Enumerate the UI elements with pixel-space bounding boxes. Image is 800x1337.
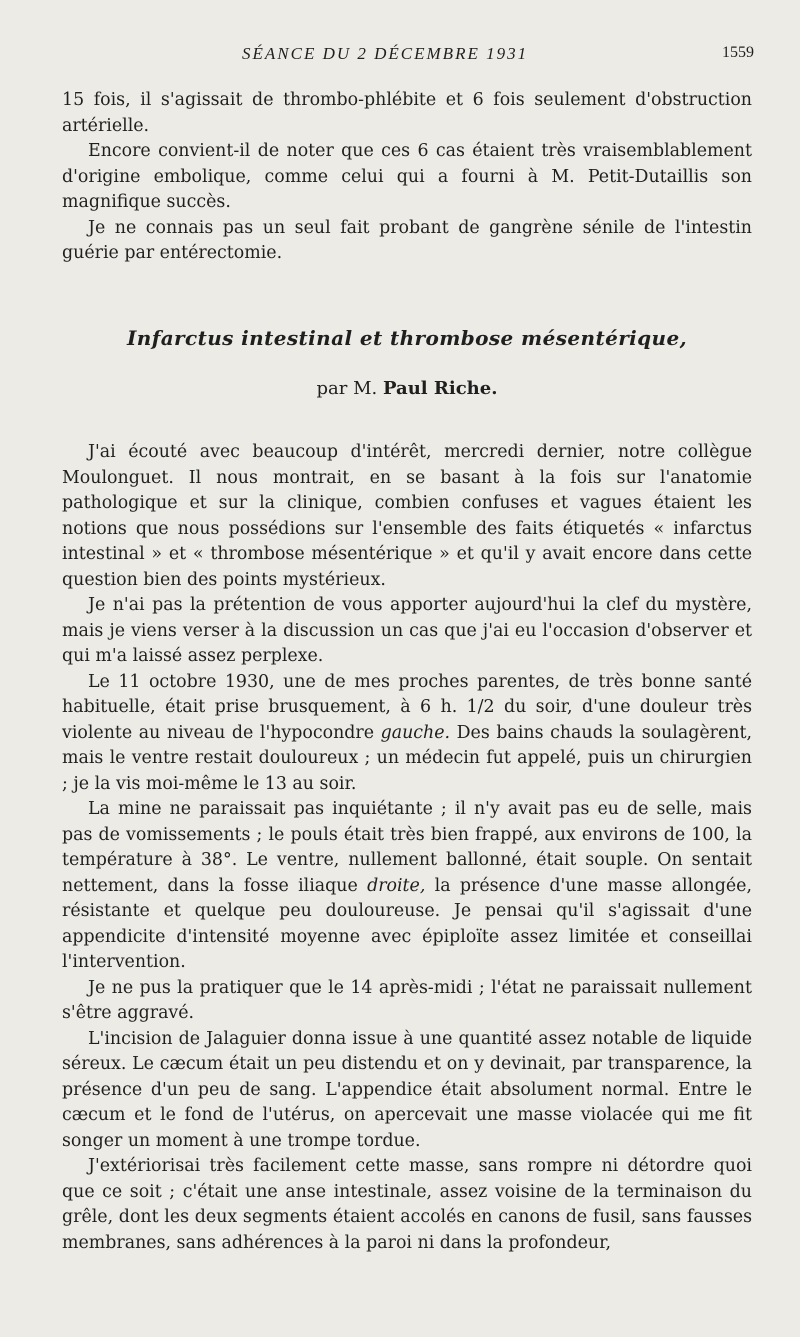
text-run: La mine ne paraissait pas inquiétante ; il n'y avait pas eu de selle, mais pas de vomissements ; le pouls était très bien frappé, aux environs de 100, la température à 38°. Le ventre, nullement ballonné, était souple. On sentait nettement, dans la fosse iliaque bbox=[62, 799, 752, 896]
paragraph: Encore convient-il de noter que ces 6 cas étaient très vraisemblablement d'origine embolique, comme celui qui a fourni à M. Petit-Dutaillis son magnifique succès. bbox=[62, 141, 752, 212]
paragraph: L'incision de Jalaguier donna issue à une quantité assez notable de liquide séreux. Le cæcum était un peu distendu et on y devinait, par transparence, la présence d'un peu de sang. L'appendice était absolument normal. Entre le cæcum et le fond de l'utérus, on apercevait une masse violacée qui me fit songer un moment à une trompe tordue. bbox=[62, 1028, 752, 1151]
page-number: 1559 bbox=[722, 44, 754, 61]
previous-article-conclusion bbox=[62, 88, 752, 267]
article-body bbox=[62, 440, 752, 1256]
running-header bbox=[62, 44, 754, 68]
author-name: Paul Riche. bbox=[383, 378, 498, 399]
text-run: la présence d'une masse allongée, résistante et quelque peu douloureuse. Je pensai qu'il s'agissait d'une appendicite d'intensité moyenne avec épiploïte assez limitée et conseillai l'intervention. bbox=[62, 875, 752, 972]
byline-prefix: par M. bbox=[316, 378, 378, 399]
paragraph: J'extériorisai très facilement cette masse, sans rompre ni détordre quoi que ce soit ; c'était une anse intestinale, assez voisine de la terminaison du grêle, dont les deux segments étaient accolés en canons de fusil, sans fausses membranes, sans adhérences à la paroi ni dans la profondeur, bbox=[62, 1156, 752, 1253]
paragraph bbox=[62, 797, 752, 976]
emphasis: gauche. bbox=[380, 722, 451, 743]
emphasis: droite, bbox=[367, 875, 426, 896]
paragraph bbox=[62, 670, 752, 798]
article-title: Infarctus intestinal et thrombose mésentérique, bbox=[127, 326, 687, 350]
text-run: Des bains chauds la soulagèrent, mais le ventre restait douloureux ; un médecin fut appelé, puis un chirurgien ; je la vis moi-même le 13 au soir. bbox=[62, 722, 752, 794]
paragraph: Je ne pus la pratiquer que le 14 après-midi ; l'état ne paraissait nullement s'être aggravé. bbox=[62, 977, 752, 1023]
running-title: SÉANCE DU 2 DÉCEMBRE 1931 bbox=[242, 44, 529, 63]
paragraph: 15 fois, il s'agissait de thrombo-phlébite et 6 fois seulement d'obstruction artérielle. bbox=[62, 90, 752, 136]
paragraph: Je n'ai pas la prétention de vous apporter aujourd'hui la clef du mystère, mais je viens verser à la discussion un cas que j'ai eu l'occasion d'observer et qui m'a laissé assez perplexe. bbox=[62, 595, 752, 666]
text-run: Le 11 octobre 1930, une de mes proches parentes, de très bonne santé habituelle, était prise brusquement, à 6 h. 1/2 du soir, d'une douleur très violente au niveau de l'hypocondre bbox=[62, 671, 752, 743]
article-byline bbox=[62, 378, 752, 399]
paragraph: Je ne connais pas un seul fait probant de gangrène sénile de l'intestin guérie par entérectomie. bbox=[62, 217, 752, 263]
paragraph: J'ai écouté avec beaucoup d'intérêt, mercredi dernier, notre collègue Moulonguet. Il nous montrait, en se basant à la fois sur l'anatomie pathologique et sur la clinique, combien confuses et vagues étaient les notions que nous possédions sur l'ensemble des faits étiquetés « infarctus intestinal » et « thrombose mésentérique » et qu'il y avait encore dans cette question bien des points mystérieux. bbox=[62, 442, 752, 590]
